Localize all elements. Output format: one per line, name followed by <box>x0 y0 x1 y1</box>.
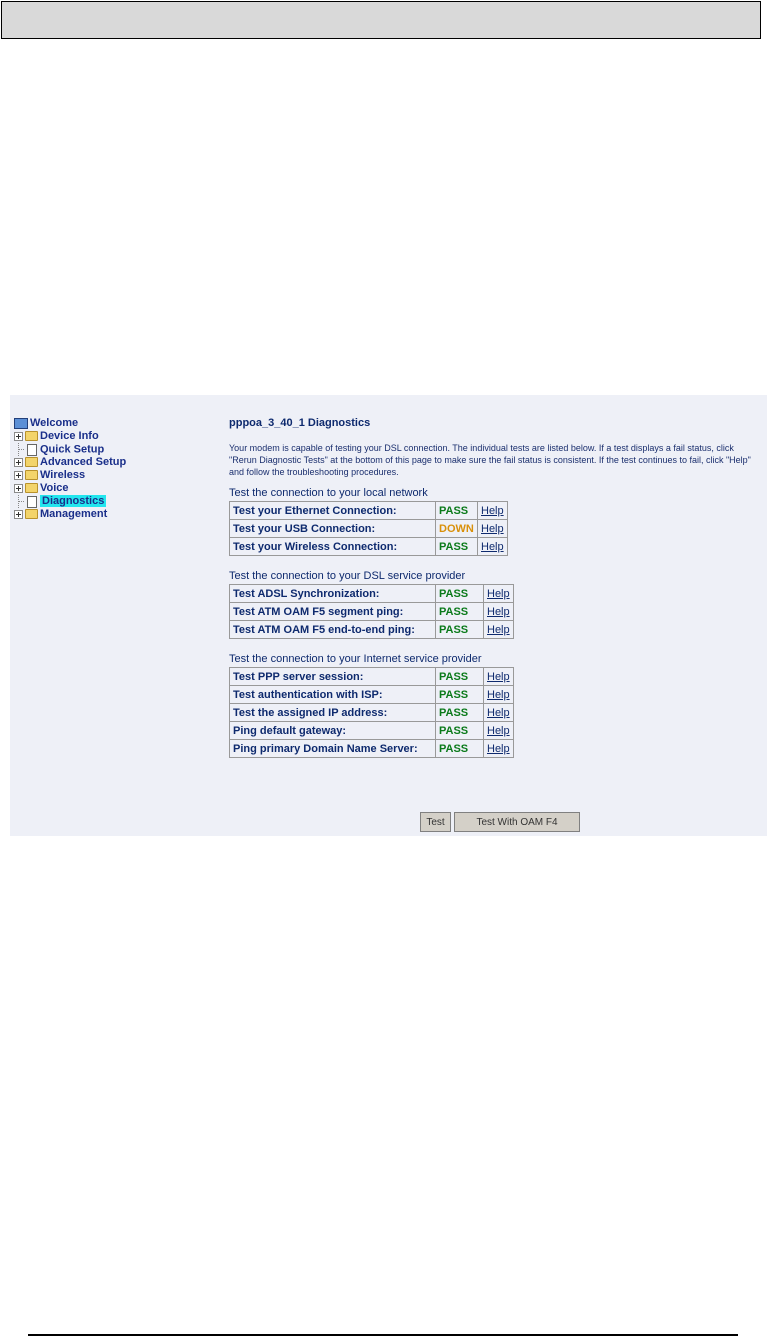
expand-icon[interactable] <box>14 432 23 441</box>
expand-icon[interactable] <box>14 510 23 519</box>
test-button[interactable]: Test <box>420 812 451 832</box>
status-badge: PASS <box>436 722 484 740</box>
expand-icon[interactable] <box>14 458 23 467</box>
sidebar-item-welcome[interactable] <box>14 417 204 430</box>
help-link[interactable]: Help <box>487 670 510 683</box>
folder-icon <box>25 483 38 493</box>
test-name: Test ADSL Synchronization: <box>230 585 436 603</box>
test-name: Test authentication with ISP: <box>230 686 436 704</box>
help-link[interactable]: Help <box>487 724 510 737</box>
status-badge: PASS <box>436 603 484 621</box>
help-link[interactable]: Help <box>481 540 504 553</box>
tests-table-internet-provider <box>229 667 514 758</box>
status-badge: PASS <box>436 668 484 686</box>
sidebar-item-device-info[interactable] <box>14 430 204 443</box>
sidebar-item-label: Quick Setup <box>40 443 105 456</box>
help-link[interactable]: Help <box>487 623 510 636</box>
sidebar-tree <box>14 417 204 521</box>
sidebar-item-wireless[interactable] <box>14 469 204 482</box>
table-row <box>230 740 514 758</box>
help-link[interactable]: Help <box>487 587 510 600</box>
status-badge: PASS <box>436 704 484 722</box>
test-name: Ping primary Domain Name Server: <box>230 740 436 758</box>
section-heading-dsl-provider: Test the connection to your DSL service provider <box>229 570 466 582</box>
table-row <box>230 722 514 740</box>
computer-icon <box>14 418 28 429</box>
table-row <box>230 538 508 556</box>
test-name: Test PPP server session: <box>230 668 436 686</box>
table-row <box>230 668 514 686</box>
help-link[interactable]: Help <box>481 504 504 517</box>
expand-icon[interactable] <box>14 484 23 493</box>
sidebar-item-label: Device Info <box>40 430 99 442</box>
folder-icon <box>25 431 38 441</box>
sidebar-item-advanced-setup[interactable] <box>14 456 204 469</box>
sidebar-item-label: Welcome <box>30 417 79 429</box>
tests-table-local-network <box>229 501 508 556</box>
table-row <box>230 686 514 704</box>
expand-icon[interactable] <box>14 471 23 480</box>
sidebar-item-voice[interactable] <box>14 482 204 495</box>
page-icon <box>27 444 37 456</box>
table-row <box>230 520 508 538</box>
test-with-oam-f4-button[interactable]: Test With OAM F4 <box>454 812 580 832</box>
sidebar-item-label: Voice <box>40 482 69 494</box>
help-link[interactable]: Help <box>487 688 510 701</box>
status-badge: PASS <box>436 585 484 603</box>
status-badge: PASS <box>436 502 478 520</box>
table-row <box>230 603 514 621</box>
header-bar <box>1 1 761 39</box>
section-heading-internet-provider: Test the connection to your Internet service provider <box>229 653 482 665</box>
sidebar-item-label: Advanced Setup <box>40 456 127 468</box>
tree-connector <box>14 495 23 508</box>
test-name: Test your Ethernet Connection: <box>230 502 436 520</box>
test-name: Test ATM OAM F5 end-to-end ping: <box>230 621 436 639</box>
sidebar-item-label: Wireless <box>40 469 86 481</box>
help-link[interactable]: Help <box>487 742 510 755</box>
intro-text: Your modem is capable of testing your DSL connection. The individual tests are listed below. If a test displays a fail status, click "Rerun Diagnostic Tests" at the bottom of this page to make sure the fail status is consistent. If the test continues to fail, click "Help" and follow the troubleshooting procedures. <box>229 443 751 477</box>
sidebar-item-diagnostics[interactable] <box>14 495 204 508</box>
help-link[interactable]: Help <box>487 605 510 618</box>
table-row <box>230 502 508 520</box>
test-name: Test your Wireless Connection: <box>230 538 436 556</box>
main-content <box>229 417 764 758</box>
footer-rule <box>28 1334 738 1336</box>
status-badge: PASS <box>436 686 484 704</box>
status-badge: PASS <box>436 740 484 758</box>
tree-connector <box>14 443 23 456</box>
tests-table-dsl-provider <box>229 584 514 639</box>
folder-icon <box>25 509 38 519</box>
folder-icon <box>25 457 38 467</box>
status-badge: DOWN <box>436 520 478 538</box>
sidebar-item-quick-setup[interactable] <box>14 443 204 456</box>
table-row <box>230 621 514 639</box>
section-heading-local-network: Test the connection to your local network <box>229 487 428 499</box>
test-name: Test ATM OAM F5 segment ping: <box>230 603 436 621</box>
folder-icon <box>25 470 38 480</box>
status-badge: PASS <box>436 621 484 639</box>
table-row <box>230 704 514 722</box>
test-name: Test the assigned IP address: <box>230 704 436 722</box>
table-row <box>230 585 514 603</box>
page-icon <box>27 496 37 508</box>
test-name: Ping default gateway: <box>230 722 436 740</box>
sidebar-item-management[interactable] <box>14 508 204 521</box>
help-link[interactable]: Help <box>487 706 510 719</box>
router-diagnostics-screenshot <box>10 395 767 836</box>
sidebar-item-label: Diagnostics <box>42 495 105 508</box>
test-name: Test your USB Connection: <box>230 520 436 538</box>
sidebar-item-label: Management <box>40 508 108 520</box>
help-link[interactable]: Help <box>481 522 504 535</box>
status-badge: PASS <box>436 538 478 556</box>
page-title: pppoa_3_40_1 Diagnostics <box>229 417 371 429</box>
